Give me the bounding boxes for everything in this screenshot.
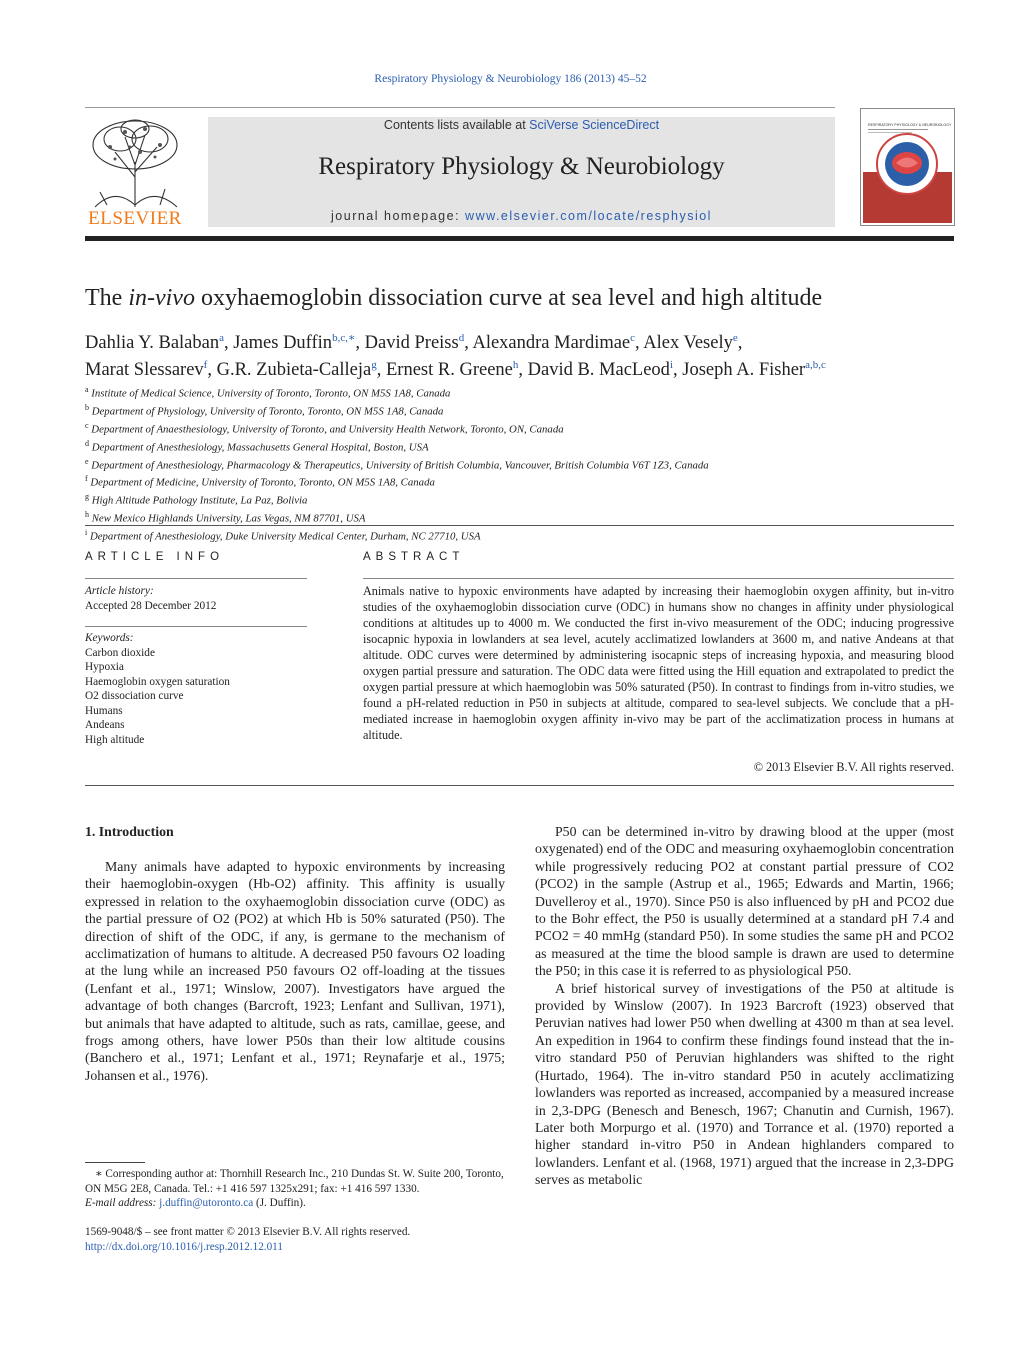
affiliation-key: c: [85, 420, 89, 430]
author: Joseph A. Fisher: [682, 360, 806, 381]
history-label: Article history:: [85, 585, 154, 597]
affiliation-item: [85, 455, 965, 473]
article-info-label: ARTICLE INFO: [85, 551, 225, 563]
abstract-text: Animals native to hypoxic environments have adapted by increasing their haemoglobin oxygen affinity, but in-vitro studies of the oxyhaemoglobin dissociation curve (ODC) in humans show no changes in affinity under physiological conditions at altitudes up to 4000 m. We conducted the first in-vivo measurement of the ODC; inducing progressive isocapnic hypoxia in lowlanders at sea level, acutely acclimatized lowlanders at 3600 m, and native Andeans at that altitude. ODC curves were determined by administering isocapnic steps of increasing hypoxia, and measuring blood oxygen partial pressure and saturation. The ODC data were fitted using the Hill equation and extrapolated to predict the oxygen partial pressure at which haemoglobin was 50% saturated (P50). In contrast to findings from in-vitro studies, we found a pH-related reduction in P50 in subjects at altitude, compared to sea-level subjects. We conclude that a pH-mediated increase in haemoglobin oxygen affinity in-vivo may be part of the acclimatization process in humans at altitude.: [363, 584, 954, 742]
article-history: [85, 584, 216, 613]
author-list: [85, 327, 955, 381]
issn-text: 1569-9048/$ – see front matter © 2013 Elsevier B.V. All rights reserved.: [85, 1226, 411, 1238]
affiliation-key: d: [85, 438, 89, 448]
affiliation-text: Institute of Medical Science, University of Toronto, Toronto, ON M5S 1A8, Canada: [91, 387, 451, 400]
doi-link[interactable]: http://dx.doi.org/10.1016/j.resp.2012.12.011: [85, 1241, 283, 1253]
affiliation-key: i: [85, 528, 88, 538]
body-column-right: [535, 823, 954, 1189]
affiliation-key: e: [85, 456, 89, 466]
email-label: E-mail address:: [85, 1197, 160, 1209]
keyword: High altitude: [85, 733, 145, 746]
section-heading: 1. Introduction: [85, 824, 174, 839]
keyword: O2 dissociation curve: [85, 690, 184, 702]
affiliation-text: Department of Anesthesiology, Duke University Medical Center, Durham, NC 27710, USA: [89, 530, 481, 543]
affiliation-text: High Altitude Pathology Institute, La Paz, Bolivia: [91, 494, 308, 507]
header-rule: [85, 107, 835, 108]
author: G.R. Zubieta-Calleja: [216, 360, 372, 381]
affiliation-key: b: [85, 402, 89, 412]
author: David Preiss: [364, 333, 459, 354]
affiliation-item: [85, 526, 965, 544]
elsevier-tree-icon: [85, 117, 185, 209]
affiliation-item: [85, 437, 965, 455]
affiliation-item: [85, 472, 965, 490]
article-title: [85, 285, 822, 312]
keywords-rule: [85, 626, 307, 627]
affiliations: [85, 383, 965, 544]
corresponding-text: ∗ Corresponding author at: Thornhill Research Inc., 210 Dundas St. W. Suite 200, Toronto, ON M5G 2E8, Canada. Tel.: +1 416 597 1325x291; fax: +1 416 597 1330.: [85, 1168, 504, 1195]
intro-paragraph: A brief historical survey of investigations of the P50 at altitude is provided by Winslow (2007). In 1923 Barcroft (1923) observed that Peruvian natives had lower P50 when dwelling at 4300 m than at sea level. An expedition in 1964 to confirm these findings found instead that the in-vitro standard P50 of Peruvian highlanders was shifted to the right (Hurtado, 1964). The in-vitro standard P50 in acutely acclimatizing lowlanders was reported as increased, accompanied by a measured increase in 2,3-DPG (Benesch and Benesch, 1967; Chanutin and Curnish, 1967). Later both Morpurgo et al. (1970) and Torrance et al. (1970) reported a higher standard in-vitro P50 in Andean highlanders compared to lowlanders. Lenfant et al. (1968, 1971) argued that the increase in 2,3-DPG serves as metabolic: [535, 980, 954, 1188]
author-affiliation-marker[interactable]: f: [203, 359, 208, 372]
keywords-label: Keywords:: [85, 632, 134, 644]
author: Marat Slessarev: [85, 360, 204, 381]
keyword: Hypoxia: [85, 661, 124, 673]
intro-paragraph: Many animals have adapted to hypoxic environments by increasing their haemoglobin-oxygen (Hb-O2) affinity. This affinity is usually expressed in relation to the oxyhaemoglobin dissociation curve (ODC) as the partial pressure of O2 (PO2) at which Hb is 50% saturated (P50). The direction of shift of the ODC, if any, is germane to the mechanism of acclimatization of humans to altitude. A decreased P50 favours O2 loading at the lung while an increased P50 favours O2 off-loading at the tissues (Lenfant et al., 1971; Winslow, 2007). Investigators have argued the advantage of both changes (Barcroft, 1923; Lenfant and Sullivan, 1971), but animals that have adapted to altitude, such as rats, camillae, geese, and frogs among others, have lower P50s than their low altitude cousins (Banchero et al., 1971; Lenfant et al., 1971; Reynafarje et al., 1975; Johansen et al., 1976).: [85, 859, 505, 1083]
author: David B. MacLeod: [527, 360, 670, 381]
contents-prefix: Contents lists available at: [383, 118, 530, 132]
author-affiliation-marker[interactable]: a: [219, 332, 224, 344]
keyword: Carbon dioxide: [85, 646, 155, 659]
author-affiliation-marker[interactable]: b,c,∗: [332, 332, 356, 344]
abstract-copyright: © 2013 Elsevier B.V. All rights reserved.: [753, 760, 954, 774]
abstract-rule: [363, 578, 954, 579]
author: Alexandra Mardimae: [472, 333, 631, 354]
section-divider: [85, 785, 954, 786]
header-thick-rule: [85, 236, 954, 241]
title-post: oxyhaemoglobin dissociation curve at sea level and high altitude: [194, 285, 823, 311]
title-pre: The: [85, 285, 129, 311]
affiliation-text: Department of Anesthesiology, Pharmacology & Therapeutics, University of British Columbia, Vancouver, British Columbia V6T 1Z3, Canada: [91, 459, 709, 472]
email-line: [85, 1196, 505, 1211]
affiliation-text: New Mexico Highlands University, Las Vegas, NM 87701, USA: [91, 512, 366, 525]
sciencedirect-link[interactable]: SciVerse ScienceDirect: [529, 118, 660, 132]
keyword: Humans: [85, 704, 123, 717]
affiliation-item: [85, 490, 965, 508]
affiliation-key: h: [85, 510, 89, 520]
corresponding-author-note: [85, 1167, 505, 1211]
email-suffix: (J. Duffin).: [253, 1197, 306, 1209]
keyword: Andeans: [85, 719, 125, 731]
homepage-prefix: journal homepage:: [331, 209, 466, 223]
affiliation-text: Department of Anaesthesiology, University of Toronto, and University Health Network, Toronto, ON, Canada: [91, 423, 564, 436]
author-affiliation-marker[interactable]: h: [512, 359, 519, 372]
author-affiliation-marker[interactable]: c: [630, 332, 636, 344]
author-affiliation-marker[interactable]: d: [458, 332, 465, 344]
affiliation-item: [85, 383, 965, 401]
affiliation-text: Department of Physiology, University of Toronto, Toronto, ON M5S 1A8, Canada: [91, 405, 444, 418]
title-emphasis: in-vivo: [128, 285, 195, 311]
journal-title: Respiratory Physiology & Neurobiology: [318, 153, 725, 180]
author-line-2: Marat Slessarev$^f$, G.R. Zubieta-Calleja$^g$, Ernest R. Greene$^h$, David B. MacLeod$^i$, Joseph A. Fisher$^{a,b,c}$: [85, 359, 826, 381]
author-affiliation-marker[interactable]: g: [371, 359, 377, 372]
intro-paragraph: P50 can be determined in-vitro by drawing blood at the upper (most oxygenated) end of the ODC and measuring oxyhaemoglobin concentration while progressively reducing PO2 at constant partial pressure of CO2 (PCO2) in the sample (Astrup et al., 1965; Edwards and Martin, 1966; Duvelleroy et al., 1970). Since P50 is also influenced by pH and PCO2 due to the Bohr effect, the P50 is usually determined at a standard pH 7.4 and PCO2 = 40 mmHg (standard P50). In some studies the same pH and PCO2 as measured at the time the blood sample is drawn are used to determine the P50; in this case it is referred to as physiological P50.: [535, 824, 954, 979]
affiliation-key: g: [85, 492, 89, 502]
elsevier-logo-text: ELSEVIER: [88, 208, 182, 229]
author: James Duffin: [233, 333, 333, 354]
cover-journal-name: RESPIRATORY PHYSIOLOGY & NEUROBIOLOGY: [868, 123, 952, 127]
journal-homepage: [208, 209, 835, 223]
author-affiliation-marker[interactable]: i: [669, 359, 673, 372]
contents-line: [208, 118, 835, 132]
affiliation-text: Department of Medicine, University of Toronto, Toronto, ON M5S 1A8, Canada: [90, 477, 435, 490]
article-info-rule: [85, 578, 307, 579]
journal-cover-image: [860, 108, 955, 226]
section-divider: [85, 525, 954, 526]
homepage-link[interactable]: www.elsevier.com/locate/resphysiol: [465, 209, 712, 223]
accepted-date: Accepted 28 December 2012: [85, 599, 217, 612]
email-link[interactable]: j.duffin@utoronto.ca: [159, 1197, 254, 1209]
keyword: Haemoglobin oxygen saturation: [85, 675, 230, 688]
author: Alex Vesely: [643, 333, 733, 354]
body-column-left: [85, 858, 505, 1084]
author-affiliation-marker[interactable]: e: [732, 332, 738, 344]
author: Ernest R. Greene: [385, 360, 513, 381]
affiliation-item: [85, 401, 965, 419]
footnote-rule: [85, 1162, 145, 1163]
affiliation-item: [85, 508, 965, 526]
affiliation-text: Department of Anesthesiology, Massachusetts General Hospital, Boston, USA: [91, 441, 429, 454]
affiliation-key: f: [85, 474, 88, 484]
issn-block: [85, 1225, 410, 1255]
affiliation-key: a: [85, 385, 89, 394]
author: Dahlia Y. Balaban: [85, 333, 220, 354]
author-affiliation-marker[interactable]: a,b,c: [805, 359, 826, 372]
affiliation-item: [85, 419, 965, 437]
keywords-block: [85, 631, 230, 747]
abstract-label: ABSTRACT: [363, 551, 465, 563]
author-line-1: Dahlia Y. Balaban$^a$, James Duffin$^{b,c,∗}$, David Preiss$^d$, Alexandra Mardimae$^c$, Alex Vesely$^e$,: [85, 332, 743, 354]
journal-citation[interactable]: Respiratory Physiology & Neurobiology 186 (2013) 45–52: [374, 73, 647, 85]
